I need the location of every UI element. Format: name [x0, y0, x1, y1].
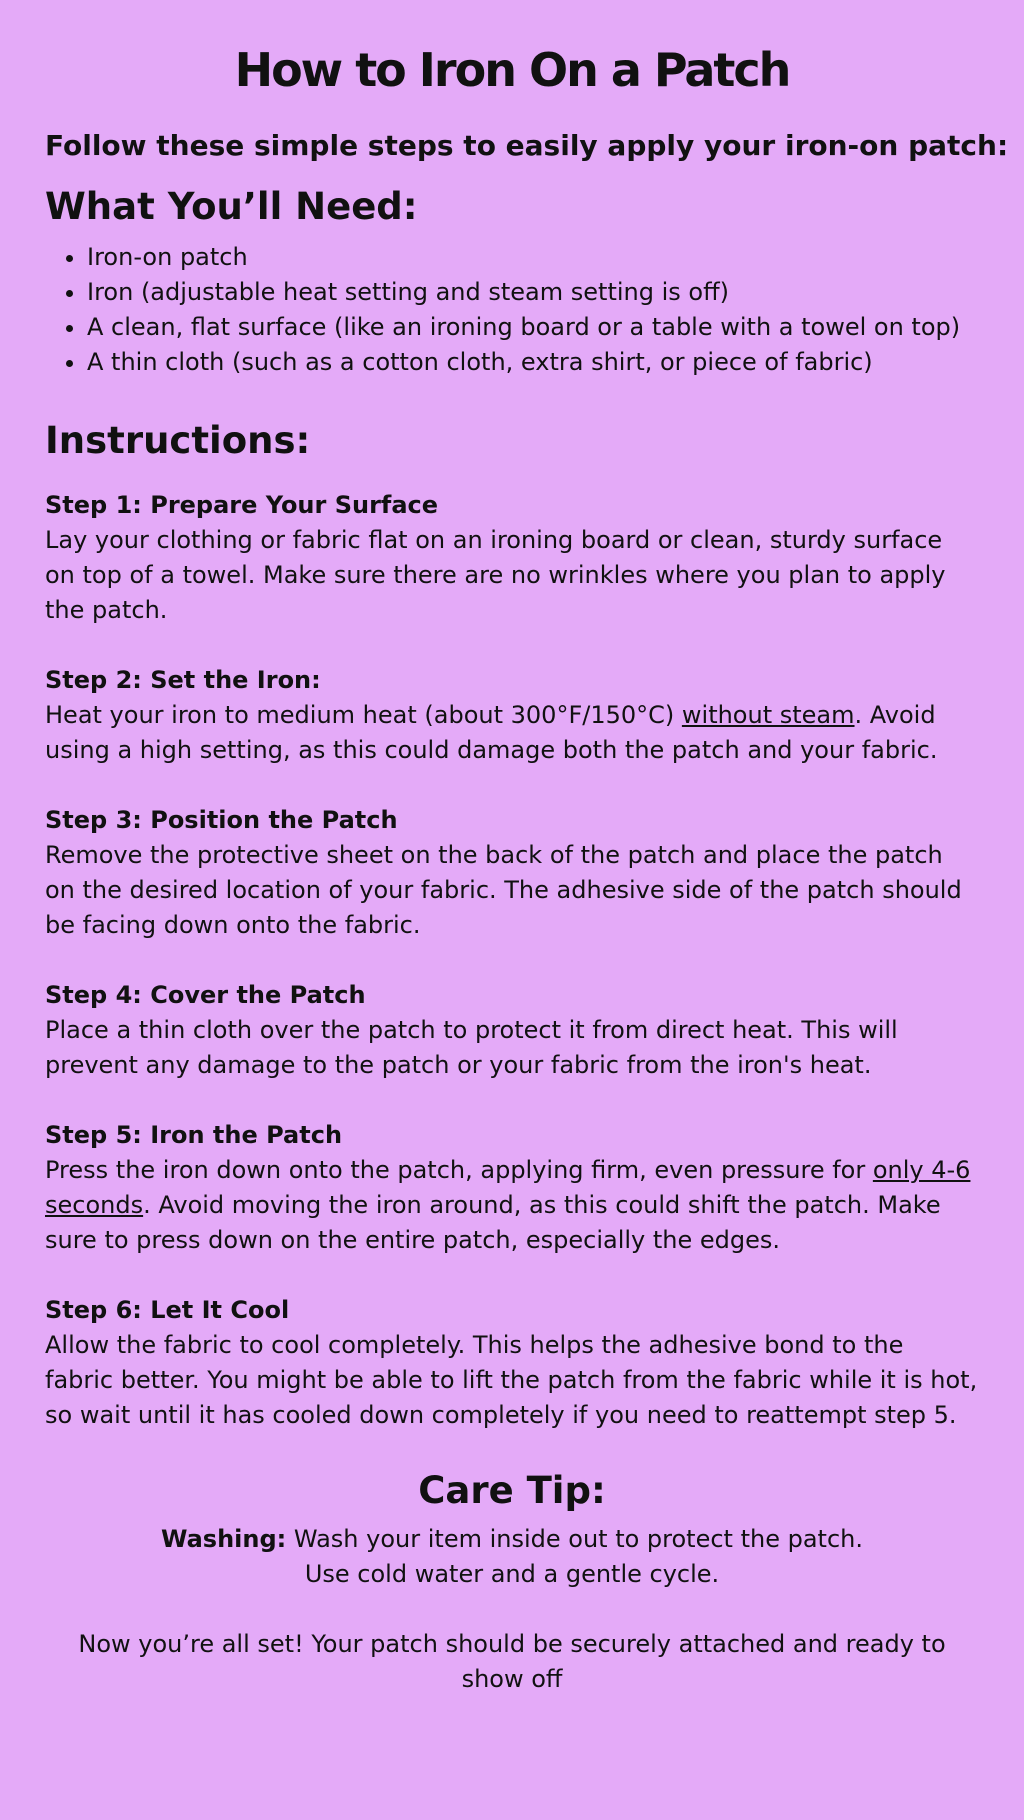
care-line-2: Use cold water and a gentle cycle.: [304, 1560, 720, 1588]
underlined-emphasis: without steam: [681, 701, 855, 729]
step-body-text: . Avoid using a high setting, as this could damage both the patch and your fabric.: [45, 701, 938, 764]
step-body: [45, 1153, 979, 1258]
page-title: How to Iron On a Patch: [234, 43, 790, 97]
step-title: Step 1: Prepare Your Surface: [45, 491, 439, 519]
needs-heading: What You’ll Need:: [45, 185, 418, 228]
intro-text: Follow these simple steps to easily apply your iron-on patch:: [45, 129, 1009, 162]
step-title: Step 5: Iron the Patch: [45, 1121, 343, 1149]
closing-text: Now you’re all set! Your patch should be securely attached and ready to show off: [78, 1630, 946, 1693]
step-title: Step 6: Let It Cool: [45, 1296, 290, 1324]
step-body: Remove the protective sheet on the back of the patch and place the patch on the desired location of your fabric. The adhesive side of the patch should be facing down onto the fabric.: [45, 841, 962, 939]
step-2: [45, 663, 979, 768]
step-1: [45, 488, 979, 628]
step-body-text: . Avoid moving the iron around, as this could shift the patch. Make sure to press down on the entire patch, especially the edges.: [45, 1191, 941, 1254]
step-body-text: Press the iron down onto the patch, applying firm, even pressure for: [45, 1156, 873, 1184]
underlined-emphasis: only 4-6 seconds: [45, 1156, 971, 1219]
instructions-heading: Instructions:: [45, 419, 311, 462]
care-tip: [45, 1522, 979, 1592]
step-title: Step 4: Cover the Patch: [45, 981, 366, 1009]
steps-list: [45, 488, 979, 1433]
step-body: Lay your clothing or fabric flat on an ironing board or clean, sturdy surface on top of a towel. Make sure there are no wrinkles where you plan to apply the patch.: [45, 526, 946, 624]
list-item: • A clean, flat surface (like an ironing board or a table with a towel on top): [87, 310, 979, 345]
list-item: • Iron (adjustable heat setting and steam setting is off): [87, 275, 979, 310]
step-5: [45, 1118, 979, 1258]
care-heading: Care Tip:: [418, 1469, 606, 1512]
list-item: • A thin cloth (such as a cotton cloth, extra shirt, or piece of fabric): [87, 345, 979, 380]
step-body-text: Heat your iron to medium heat (about 300°F/150°C): [45, 701, 682, 729]
step-body: Place a thin cloth over the patch to protect it from direct heat. This will prevent any damage to the patch or your fabric from the iron's heat.: [45, 1016, 898, 1079]
step-title: Step 2: Set the Iron:: [45, 666, 321, 694]
step-title: Step 3: Position the Patch: [45, 806, 398, 834]
step-4: [45, 978, 979, 1083]
step-6: [45, 1293, 979, 1433]
step-body: [45, 698, 979, 768]
care-label: Washing:: [160, 1525, 287, 1553]
step-3: [45, 803, 979, 943]
care-line-1: Wash your item inside out to protect the patch.: [286, 1525, 863, 1553]
needs-list: [45, 240, 979, 380]
step-body: Allow the fabric to cool completely. This helps the adhesive bond to the fabric better. You might be able to lift the patch from the fabric while it is hot, so wait until it has cooled down completely if you need to reattempt step 5.: [45, 1331, 978, 1429]
list-item: • Iron-on patch: [87, 240, 979, 275]
